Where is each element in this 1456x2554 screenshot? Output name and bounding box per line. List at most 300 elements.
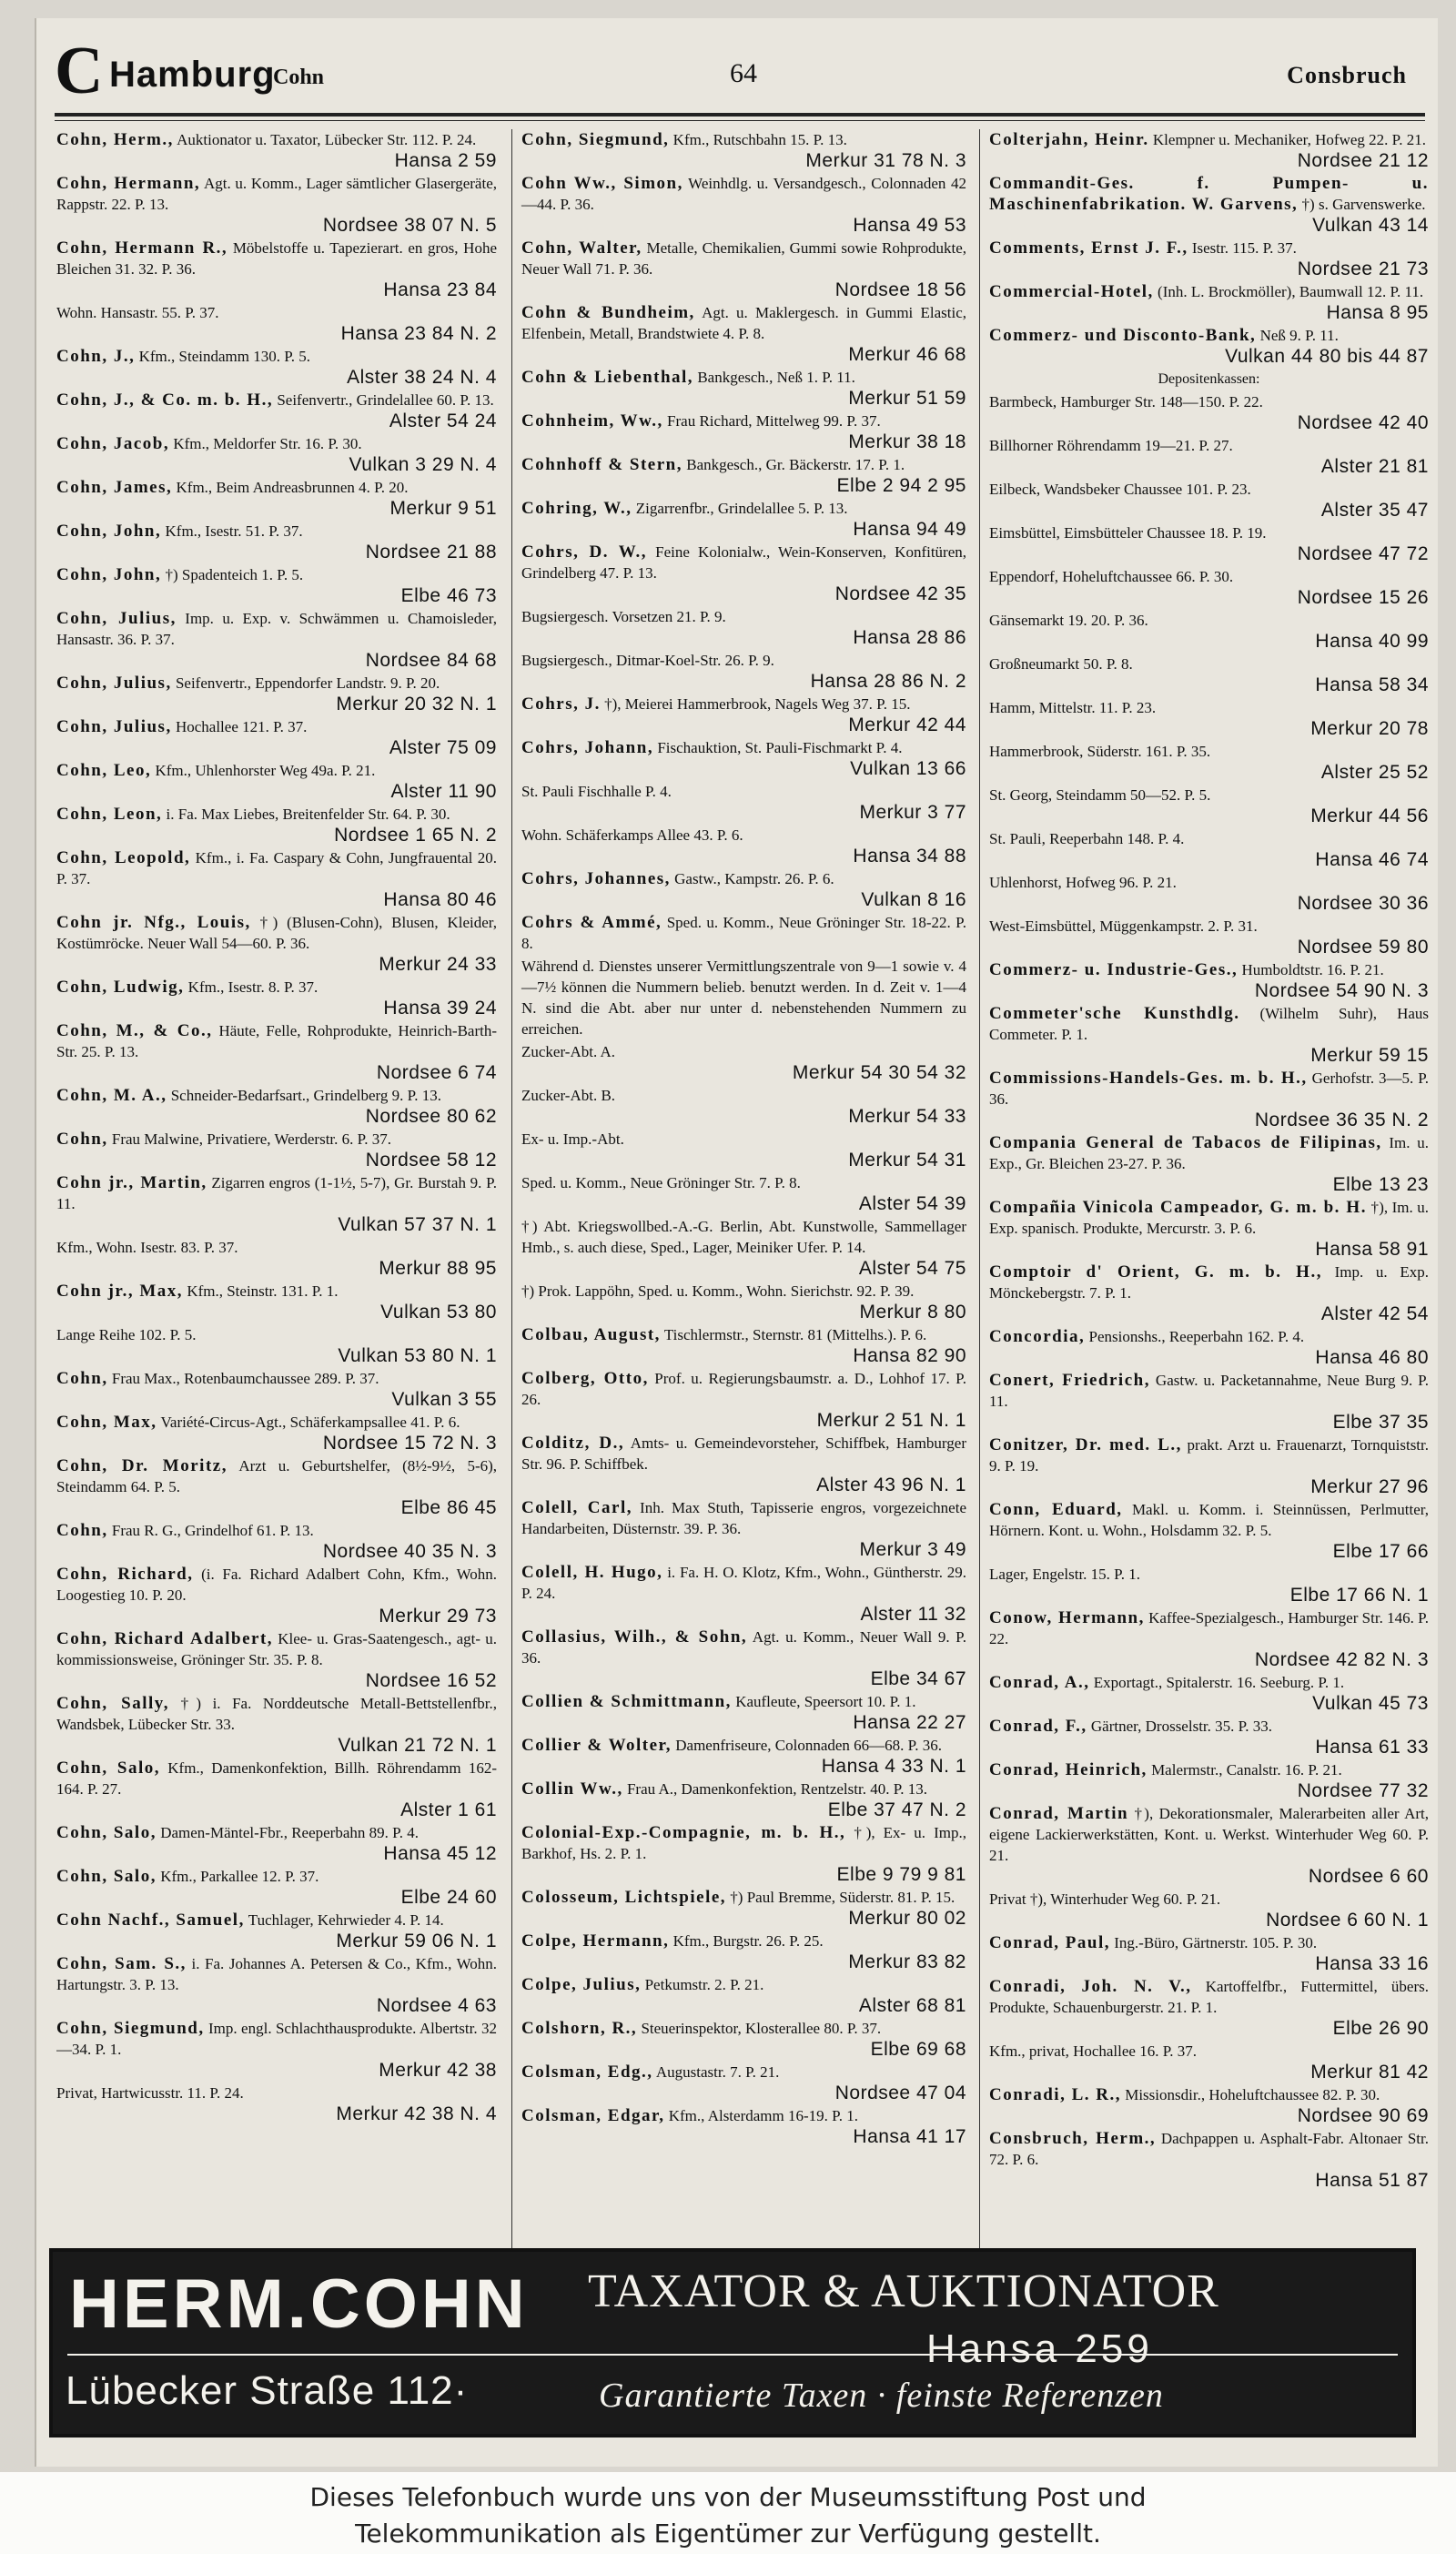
entry-description: prakt. Arzt u. Frauenarzt, Tornquiststr. 9. P. 19. xyxy=(989,1436,1429,1475)
entry-description: Eppendorf, Hoheluftchaussee 66. P. 30. xyxy=(989,568,1234,585)
directory-entry xyxy=(521,912,966,954)
entry-description: Hammerbrook, Süderstr. 161. P. 35. xyxy=(989,743,1211,760)
entry-name: Conrad, Heinrich, xyxy=(989,1760,1148,1779)
entry-phone: Alster 42 54 xyxy=(1320,1303,1429,1324)
directory-entry xyxy=(521,498,966,540)
entry-name: Conrad, Martin xyxy=(989,1804,1129,1823)
entry-phone: Vulkan 8 16 xyxy=(861,889,966,910)
directory-entry xyxy=(56,716,497,758)
directory-entry xyxy=(521,1562,966,1625)
entry-phone: Hansa 80 46 xyxy=(383,889,497,910)
entry-name: Cohn, xyxy=(56,1369,108,1388)
entry-phone: Hansa 33 16 xyxy=(1315,1953,1429,1974)
entry-name: Cohrs, D. W., xyxy=(521,542,648,562)
entry-name: Cohn & Bundheim, xyxy=(521,303,695,322)
entry-description: Fischauktion, St. Pauli-Fischmarkt P. 4. xyxy=(657,739,903,756)
entry-description: Augustastr. 7. P. 21. xyxy=(655,2063,780,2081)
directory-entry xyxy=(989,1197,1429,1260)
entry-phone: Merkur 54 30 54 32 xyxy=(792,1062,966,1083)
entry-phone: Hansa 58 91 xyxy=(1315,1239,1429,1260)
entry-description: Kfm., Steinstr. 131. P. 1. xyxy=(187,1282,339,1300)
directory-entry xyxy=(521,1779,966,1820)
entry-phone: Hansa 46 80 xyxy=(1315,1347,1429,1368)
entry-phone: Elbe 46 73 xyxy=(400,585,497,606)
entry-description: Damenfriseure, Colonnaden 66—68. P. 36. xyxy=(675,1737,942,1754)
entry-name: Cohn, J., xyxy=(56,347,136,366)
entry-phone: Merkur 3 77 xyxy=(859,802,966,823)
entry-name: Colonial-Exp.-Compagnie, m. b. H., xyxy=(521,1823,846,1842)
entry-name: Commandit-Ges. f. Pumpen- u. Maschinenfabrikation. W. Garvens, xyxy=(989,174,1429,214)
entry-phone: Nordsee 21 73 xyxy=(1297,258,1429,279)
entry-description: Kfm., Alsterdamm 16-19. P. 1. xyxy=(668,2107,858,2124)
entry-phone: Merkur 80 02 xyxy=(848,1908,966,1929)
entry-description: Metalle, Chemikalien, Gummi sowie Rohprodukte, Neuer Wall 71. P. 36. xyxy=(521,239,966,278)
directory-entry xyxy=(56,1129,497,1171)
entry-name: Cohn, Salo, xyxy=(56,1823,157,1842)
entry-name: Colsman, Edg., xyxy=(521,2062,653,2082)
directory-entry xyxy=(56,847,497,910)
entry-name: Cohn, Salo, xyxy=(56,1758,160,1778)
entry-name: Cohn, Sam. S., xyxy=(56,1954,187,1973)
entry-phone: Hansa 8 95 xyxy=(1326,302,1429,323)
entry-description: Großneumarkt 50. P. 8. xyxy=(989,655,1133,673)
entry-description: Möbelstoffe u. Tapezierart. en gros, Hohe Bleichen 31. 32. P. 36. xyxy=(56,239,497,278)
directory-entry xyxy=(521,1822,966,1885)
directory-entry xyxy=(521,410,966,452)
directory-entry xyxy=(521,2105,966,2147)
entry-phone: Nordsee 1 65 N. 2 xyxy=(334,825,497,846)
directory-entry xyxy=(56,521,497,562)
entry-name: Cohn, John, xyxy=(56,522,162,541)
entry-phone: Nordsee 42 82 N. 3 xyxy=(1254,1649,1429,1670)
entry-phone: Merkur 42 44 xyxy=(848,715,966,735)
entry-description: †) Spadenteich 1. P. 5. xyxy=(165,566,304,583)
directory-entry xyxy=(989,2084,1429,2126)
entry-phone: Hansa 45 12 xyxy=(383,1843,497,1864)
entry-phone: Elbe 9 79 9 81 xyxy=(836,1864,966,1885)
directory-entry xyxy=(989,1889,1429,1931)
entry-phone: Alster 75 09 xyxy=(389,737,497,758)
directory-entry xyxy=(521,1497,966,1560)
directory-entry xyxy=(56,977,497,1019)
entry-description: Kfm., Beim Andreasbrunnen 4. P. 20. xyxy=(176,479,409,496)
entry-description: †) Paul Bremme, Süderstr. 81. P. 15. xyxy=(730,1889,956,1906)
directory-entry xyxy=(989,741,1429,783)
directory-entry xyxy=(56,1628,497,1691)
advertisement-banner xyxy=(49,2248,1416,2437)
directory-entry xyxy=(989,479,1429,521)
entry-phone: Nordsee 42 40 xyxy=(1297,412,1429,433)
directory-entry xyxy=(989,2041,1429,2083)
directory-entry xyxy=(989,872,1429,914)
directory-entry xyxy=(989,391,1429,433)
entry-name: Cohrs, Johannes, xyxy=(521,869,671,888)
entry-description: Wohn. Hansastr. 55. P. 37. xyxy=(56,304,219,321)
entry-phone: Merkur 3 49 xyxy=(859,1539,966,1560)
directory-entry xyxy=(989,1672,1429,1714)
entry-name: Colditz, D., xyxy=(521,1434,625,1453)
entry-phone: Merkur 51 59 xyxy=(848,388,966,409)
entry-description: Während d. Dienstes unserer Vermittlungszentrale von 9—1 sowie v. 4—7½ können die Nummern belieb. benutzt werden. In d. Zeit v. 1—4 N. sind die Abt. aber nur unter d. nebenstehenden Nummern zu erreichen. xyxy=(521,958,966,1038)
entry-description: Kfm., Parkallee 12. P. 37. xyxy=(160,1868,319,1885)
entry-name: Conrad, F., xyxy=(989,1717,1087,1736)
entry-phone: Merkur 8 80 xyxy=(859,1302,966,1323)
directory-entry xyxy=(56,2018,497,2081)
directory-entry xyxy=(56,912,497,975)
entry-phone: Nordsee 6 60 xyxy=(1308,1866,1429,1887)
entry-phone: Nordsee 6 74 xyxy=(376,1062,497,1083)
entry-description: Lager, Engelstr. 15. P. 1. xyxy=(989,1566,1140,1583)
entry-phone: Vulkan 44 80 bis 44 87 xyxy=(1225,346,1429,367)
entry-phone: Vulkan 53 80 xyxy=(380,1302,497,1323)
entry-description: St. Pauli, Reeperbahn 148. P. 4. xyxy=(989,830,1185,847)
entry-phone: Nordsee 30 36 xyxy=(1297,893,1429,914)
entry-name: Cohrs, J. xyxy=(521,694,601,714)
entry-description: Klempner u. Mechaniker, Hofweg 22. P. 21. xyxy=(1152,131,1426,148)
entry-name: Commerz- und Disconto-Bank, xyxy=(989,326,1257,345)
directory-entry xyxy=(989,129,1429,171)
entry-phone: Elbe 86 45 xyxy=(400,1497,497,1518)
entry-name: Cohn, Julius, xyxy=(56,717,172,736)
ad-phone: Hansa 259 xyxy=(926,2326,1153,2371)
entry-name: Cohn, Sally, xyxy=(56,1694,169,1713)
entry-phone: Alster 43 96 N. 1 xyxy=(816,1475,966,1495)
entry-name: Conradi, L. R., xyxy=(989,2085,1121,2104)
entry-description: Steuerinspektor, Klosterallee 80. P. 37. xyxy=(641,2020,882,2037)
entry-description: Exportagt., Spitalerstr. 16. Seeburg. P. 1. xyxy=(1093,1674,1345,1691)
entry-description: Kfm., Rutschbahn 15. P. 13. xyxy=(672,131,847,148)
entry-description: Petkumstr. 2. P. 21. xyxy=(644,1976,764,1993)
entry-name: Cohn jr., Max, xyxy=(56,1282,184,1301)
directory-entry xyxy=(521,1041,966,1083)
entry-name: Cohrs, Johann, xyxy=(521,738,654,757)
directory-entry xyxy=(56,1693,497,1756)
directory-entry xyxy=(521,781,966,823)
entry-description: †), Ex- u. Imp., Barkhof, Hs. 2. P. 1. xyxy=(521,1824,966,1862)
entry-name: Cohn jr. Nfg., Louis, xyxy=(56,913,251,932)
directory-entry xyxy=(989,1434,1429,1497)
entry-description: Imp. u. Exp. v. Schwämmen u. Chamoisleder, Hansastr. 36. P. 37. xyxy=(56,610,497,648)
entry-description: Dachpappen u. Asphalt-Fabr. Altonaer Str. 72. P. 6. xyxy=(989,2130,1429,2168)
entry-description: Malermstr., Canalstr. 16. P. 21. xyxy=(1151,1761,1342,1779)
directory-entry xyxy=(56,608,497,671)
directory-entry xyxy=(521,1216,966,1279)
entry-phone: Nordsee 36 35 N. 2 xyxy=(1254,1110,1429,1130)
entry-name: Cohn, John, xyxy=(56,565,162,584)
entry-phone: Merkur 2 51 N. 1 xyxy=(816,1410,966,1431)
entry-phone: Hansa 58 34 xyxy=(1315,674,1429,695)
directory-entry xyxy=(521,367,966,409)
directory-entry xyxy=(989,1803,1429,1887)
entry-name: Cohn jr., Martin, xyxy=(56,1173,207,1192)
directory-entry xyxy=(521,1974,966,2016)
entry-description: Neß 9. P. 11. xyxy=(1259,327,1339,344)
entry-description: Imp. engl. Schlachthausprodukte. Albertstr. 32—34. P. 1. xyxy=(56,2020,497,2058)
directory-entry xyxy=(521,606,966,648)
entry-description: Wohn. Schäferkamps Allee 43. P. 6. xyxy=(521,826,743,844)
entry-phone: Vulkan 57 37 N. 1 xyxy=(338,1214,497,1235)
entry-name: Consbruch, Herm., xyxy=(989,2129,1157,2148)
entry-phone: Nordsee 6 60 N. 1 xyxy=(1266,1910,1429,1931)
directory-entry xyxy=(989,238,1429,279)
entry-description: Häute, Felle, Rohprodukte, Heinrich-Barth-Str. 25. P. 13. xyxy=(56,1022,497,1060)
directory-entry xyxy=(56,564,497,606)
directory-entry xyxy=(521,2062,966,2103)
ad-firm-name: HERM.COHN xyxy=(69,2265,529,2343)
entry-phone: Nordsee 47 04 xyxy=(834,2083,966,2103)
entry-name: Cohn, Leo, xyxy=(56,761,152,780)
entry-name: Commeter'sche Kunsthdlg. xyxy=(989,1004,1240,1023)
entry-name: Cohn, Max, xyxy=(56,1413,157,1432)
provenance-footer xyxy=(0,2472,1456,2554)
entry-phone: Hansa 39 24 xyxy=(383,998,497,1019)
header-rule xyxy=(55,113,1425,117)
directory-entry xyxy=(989,522,1429,564)
entry-description: Gänsemarkt 19. 20. P. 36. xyxy=(989,612,1148,629)
entry-phone: Elbe 2 94 2 95 xyxy=(836,475,966,496)
entry-description: Agt. u. Komm., Neuer Wall 9. P. 36. xyxy=(521,1628,966,1667)
directory-entry xyxy=(56,1953,497,2016)
entry-phone: Elbe 37 47 N. 2 xyxy=(827,1799,966,1820)
directory-entry xyxy=(56,346,497,388)
entry-description: Eimsbüttel, Eimsbütteler Chaussee 18. P. 19. xyxy=(989,524,1267,542)
directory-entry xyxy=(521,694,966,735)
directory-entry xyxy=(989,1262,1429,1324)
entry-name: Cohrs & Ammé, xyxy=(521,913,662,932)
entry-phone: Hansa 46 74 xyxy=(1315,849,1429,870)
entry-phone: Nordsee 42 35 xyxy=(834,583,966,604)
directory-entry xyxy=(989,325,1429,367)
entry-description: Isestr. 115. P. 37. xyxy=(1191,239,1297,257)
entry-phone: Nordsee 4 63 xyxy=(376,1995,497,2016)
directory-entry xyxy=(989,959,1429,1001)
entry-description: Eilbeck, Wandsbeker Chaussee 101. P. 23. xyxy=(989,481,1251,498)
entry-phone: Elbe 37 35 xyxy=(1332,1412,1429,1433)
entry-description: Depositenkassen: xyxy=(1158,371,1260,387)
entry-name: Commercial-Hotel, xyxy=(989,282,1154,301)
entry-description: Kfm., i. Fa. Caspary & Cohn, Jungfrauental 20. P. 37. xyxy=(56,849,497,887)
entry-name: Colshorn, R., xyxy=(521,2019,638,2038)
directory-entry xyxy=(56,302,497,344)
entry-phone: Alster 11 90 xyxy=(390,781,497,802)
entry-phone: Elbe 34 67 xyxy=(870,1668,966,1689)
entry-name: Cohn, M., & Co., xyxy=(56,1021,213,1040)
entry-name: Collin Ww., xyxy=(521,1779,623,1799)
column-2 xyxy=(511,129,966,2250)
entry-description: Prof. u. Regierungsbaumstr. a. D., Lohhof 17. P. 26. xyxy=(521,1370,966,1408)
directory-entry xyxy=(521,542,966,604)
entry-phone: Hansa 40 99 xyxy=(1315,631,1429,652)
directory-entry xyxy=(989,1716,1429,1758)
directory-entry xyxy=(521,1887,966,1929)
entry-name: Cohn, Jacob, xyxy=(56,434,170,453)
directory-entry xyxy=(989,435,1429,477)
directory-entry xyxy=(56,804,497,846)
entry-description: Tischlermstr., Sternstr. 81 (Mittelhs.). P. 6. xyxy=(663,1326,927,1343)
entry-name: Commissions-Handels-Ges. m. b. H., xyxy=(989,1069,1308,1088)
entry-description: Lange Reihe 102. P. 5. xyxy=(56,1326,197,1343)
directory-entry xyxy=(989,1932,1429,1974)
directory-entry xyxy=(989,1976,1429,2039)
directory-entry xyxy=(989,1068,1429,1130)
city-name: Hamburg xyxy=(109,55,276,95)
entry-phone: Nordsee 59 80 xyxy=(1297,937,1429,958)
entry-name: Cohn, Leopold, xyxy=(56,848,191,867)
entry-phone: Merkur 83 82 xyxy=(848,1951,966,1972)
directory-entry xyxy=(56,1520,497,1562)
directory-entry xyxy=(56,129,497,171)
directory-entry xyxy=(56,1564,497,1627)
entry-description: i. Fa. H. O. Klotz, Kfm., Wohn., Güntherstr. 29. P. 24. xyxy=(521,1564,966,1602)
directory-entry xyxy=(521,1691,966,1733)
entry-name: Commerz- u. Industrie-Ges., xyxy=(989,960,1239,979)
entry-description: Billhorner Röhrendamm 19—21. P. 27. xyxy=(989,437,1233,454)
entry-name: Cohn & Liebenthal, xyxy=(521,368,694,387)
entry-description: Zigarrenfbr., Grindelallee 5. P. 13. xyxy=(635,500,848,517)
entry-name: Compania General de Tabacos de Filipinas, xyxy=(989,1133,1382,1152)
entry-name: Cohn, Siegmund, xyxy=(56,2019,205,2038)
entry-phone: Alster 1 61 xyxy=(400,1799,497,1820)
entry-name: Conrad, Paul, xyxy=(989,1933,1110,1952)
entry-name: Collien & Schmittmann, xyxy=(521,1692,732,1711)
entry-phone: Hansa 82 90 xyxy=(853,1345,966,1366)
directory-entry xyxy=(989,785,1429,826)
entry-description: Bankgesch., Neß 1. P. 11. xyxy=(697,369,855,386)
directory-entry xyxy=(989,1132,1429,1195)
entry-name: Colbau, August, xyxy=(521,1325,661,1344)
entry-phone: Merkur 44 56 xyxy=(1310,806,1429,826)
entry-description: i. Fa. Max Liebes, Breitenfelder Str. 64. P. 30. xyxy=(166,806,450,823)
directory-entry xyxy=(989,916,1429,958)
entry-phone: Merkur 24 33 xyxy=(379,954,497,975)
entry-description: Schneider-Bedarfsart., Grindelberg 9. P. 13. xyxy=(170,1087,441,1104)
directory-entry xyxy=(989,654,1429,695)
directory-entry xyxy=(989,369,1429,390)
entry-description: Im. u. Exp., Gr. Bleichen 23-27. P. 36. xyxy=(989,1134,1429,1172)
entry-name: Conitzer, Dr. med. L., xyxy=(989,1435,1182,1454)
entry-description: West-Eimsbüttel, Müggenkampstr. 2. P. 31. xyxy=(989,917,1258,935)
entry-description: †) i. Fa. Norddeutsche Metall-Bettstellenfbr., Wandsbek, Lübecker Str. 33. xyxy=(56,1695,497,1733)
entry-description: (Inh. L. Brockmöller), Baumwall 12. P. 11. xyxy=(1158,283,1424,300)
entry-phone: Merkur 38 18 xyxy=(848,431,966,452)
entry-phone: Merkur 29 73 xyxy=(379,1606,497,1627)
entry-phone: Elbe 17 66 N. 1 xyxy=(1289,1585,1429,1606)
entry-phone: Nordsee 80 62 xyxy=(365,1106,497,1127)
entry-name: Comptoir d' Orient, G. m. b. H., xyxy=(989,1262,1322,1282)
entry-phone: Merkur 54 33 xyxy=(848,1106,966,1127)
range-start: Cohn xyxy=(273,66,325,89)
entry-description: Kfm., Burgstr. 26. P. 25. xyxy=(672,1932,824,1950)
range-end: Consbruch xyxy=(1287,62,1407,88)
entry-name: Cohn, Julius, xyxy=(56,609,177,628)
directory-entry xyxy=(521,825,966,867)
entry-description: Sped. u. Komm., Neue Gröninger Str. 18-22. P. 8. xyxy=(521,914,966,952)
entry-description: Seifenvertr., Grindelallee 60. P. 13. xyxy=(277,391,494,409)
entry-phone: Merkur 81 42 xyxy=(1310,2062,1429,2083)
entry-phone: Alster 35 47 xyxy=(1320,500,1429,521)
entry-description: Gärtner, Drosselstr. 35. P. 33. xyxy=(1090,1718,1272,1735)
entry-name: Cohn, Herm., xyxy=(56,130,174,149)
entry-name: Cohn, Hermann R., xyxy=(56,238,228,258)
entry-description: Missionsdir., Hoheluftchaussee 82. P. 30. xyxy=(1125,2086,1380,2103)
entry-phone: Merkur 42 38 N. 4 xyxy=(336,2103,497,2124)
entry-phone: Alster 68 81 xyxy=(858,1995,966,2016)
entry-description: †), Dekorationsmaler, Malerarbeiten aller Art, eigene Lackierwerkstätten, Kont. u. Werkst. Winterhuder Weg 60. P. 21. xyxy=(989,1805,1429,1864)
entry-description: †), Im. u. Exp. spanisch. Produkte, Mercurstr. 3. P. 6. xyxy=(989,1199,1429,1237)
entry-name: Cohn, Ludwig, xyxy=(56,978,185,997)
entry-description: Kartoffelfbr., Futtermittel, übers. Produkte, Schauenburgerstr. 21. P. 1. xyxy=(989,1978,1429,2016)
entry-phone: Hansa 61 33 xyxy=(1315,1737,1429,1758)
entry-description: †), Meierei Hammerbrook, Nagels Weg 37. P. 15. xyxy=(604,695,911,713)
directory-entry xyxy=(56,1324,497,1366)
entry-phone: Merkur 9 51 xyxy=(389,498,497,519)
entry-description: Frau R. G., Grindelhof 61. P. 13. xyxy=(111,1522,314,1539)
entry-description: Uhlenhorst, Hofweg 96. P. 21. xyxy=(989,874,1177,891)
directory-page xyxy=(35,18,1438,2467)
directory-entry xyxy=(56,1822,497,1864)
entry-name: Cohn, Salo, xyxy=(56,1867,157,1886)
entry-phone: Vulkan 3 29 N. 4 xyxy=(349,454,497,475)
directory-entry xyxy=(56,1910,497,1951)
listing-columns xyxy=(56,129,1429,2250)
entry-phone: Alster 54 75 xyxy=(858,1258,966,1279)
directory-entry xyxy=(989,828,1429,870)
entry-description: Zucker-Abt. A. xyxy=(521,1043,616,1060)
entry-phone: Hansa 2 59 xyxy=(394,150,497,171)
entry-name: Colell, Carl, xyxy=(521,1498,632,1517)
entry-description: Bugsiergesch., Ditmar-Koel-Str. 26. P. 9. xyxy=(521,652,774,669)
directory-entry xyxy=(521,1931,966,1972)
entry-phone: Hansa 28 86 xyxy=(853,627,966,648)
entry-description: Weinhdlg. u. Versandgesch., Colonnaden 42—44. P. 36. xyxy=(521,175,966,213)
entry-description: Auktionator u. Taxator, Lübecker Str. 112. P. 24. xyxy=(177,131,477,148)
footer-line-2: Telekommunikation als Eigentümer zur Verfügung gestellt. xyxy=(355,2519,1101,2549)
header-rule-thin xyxy=(55,120,1425,121)
directory-entry xyxy=(521,1085,966,1127)
entry-phone: Merkur 59 15 xyxy=(1310,1045,1429,1066)
directory-entry xyxy=(56,1455,497,1518)
entry-phone: Nordsee 54 90 N. 3 xyxy=(1254,980,1429,1001)
directory-entry xyxy=(521,650,966,692)
directory-entry xyxy=(521,1735,966,1777)
entry-name: Cohn Ww., Simon, xyxy=(521,174,683,193)
directory-entry xyxy=(56,1172,497,1235)
entry-name: Colell, H. Hugo, xyxy=(521,1563,663,1582)
entry-description: Pensionshs., Reeperbahn 162. P. 4. xyxy=(1088,1328,1305,1345)
entry-description: Arzt u. Geburtshelfer, (8½-9½, 5-6), Steindamm 64. P. 5. xyxy=(56,1457,497,1495)
entry-description: Klee- u. Gras-Saatengesch., agt- u. kommissionsweise, Gröninger Str. 35. P. 8. xyxy=(56,1630,497,1668)
entry-phone: Nordsee 40 35 N. 3 xyxy=(322,1541,497,1562)
directory-entry xyxy=(56,1020,497,1083)
entry-name: Collier & Wolter, xyxy=(521,1736,672,1755)
column-1 xyxy=(56,129,497,2250)
directory-entry xyxy=(989,610,1429,652)
entry-phone: Hansa 49 53 xyxy=(853,215,966,236)
entry-phone: Nordsee 58 12 xyxy=(365,1150,497,1171)
entry-name: Conow, Hermann, xyxy=(989,1608,1145,1627)
entry-description: Hamm, Mittelstr. 11. P. 23. xyxy=(989,699,1157,716)
entry-phone: Alster 11 32 xyxy=(860,1604,966,1625)
running-header xyxy=(55,35,1425,107)
entry-name: Cohring, W., xyxy=(521,499,632,518)
directory-entry xyxy=(56,1368,497,1410)
entry-description: Frau A., Damenkonfektion, Rentzelstr. 40. P. 13. xyxy=(626,1780,928,1798)
directory-entry xyxy=(521,173,966,236)
entry-phone: Vulkan 43 14 xyxy=(1312,215,1429,236)
entry-phone: Nordsee 84 68 xyxy=(365,650,497,671)
entry-name: Colosseum, Lichtspiele, xyxy=(521,1888,727,1907)
ad-street: Lübecker Straße 112· xyxy=(66,2368,469,2413)
